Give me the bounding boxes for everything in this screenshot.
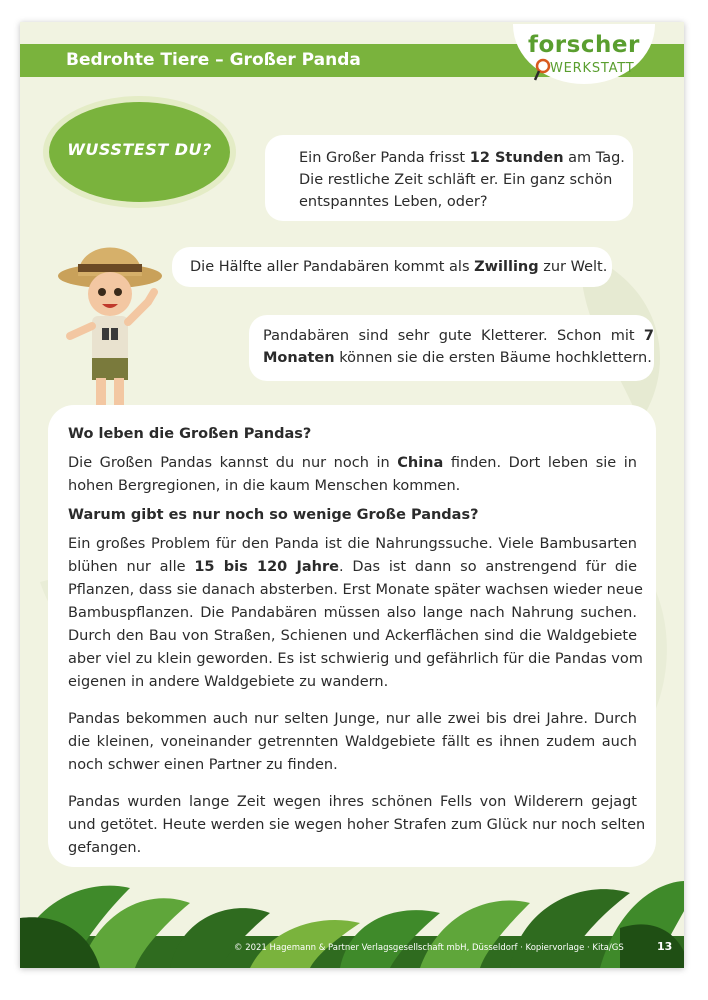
fact2-text-a: Die Hälfte aller Pandabären kommt als [190, 259, 475, 275]
fact-bubble-1 [265, 135, 633, 221]
forscher-werkstatt-logo [522, 32, 652, 82]
fact1-line3: entspanntes Leben, oder? [299, 194, 488, 210]
heading-where-pandas-live: Wo leben die Großen Pandas? [68, 426, 312, 442]
explorer-kid-illustration [48, 218, 168, 418]
highlight-years: 15 bis 120 Jahre [194, 559, 339, 575]
main-text [68, 423, 646, 860]
copyright-footer: © 2021 Hagemann & Partner Verlagsgesellschaft mbH, Düsseldorf · Kopiervorlage · Kita/GS [234, 943, 624, 953]
paragraph1-line2: hohen Bergregionen, in die kaum Menschen kommen. [68, 478, 461, 494]
heading-why-few-pandas: Warum gibt es nur noch so wenige Große Pandas? [68, 507, 479, 523]
fact2-highlight: Zwilling [474, 259, 539, 275]
paragraph2-line6: aber viel zu klein geworden. Es ist schwierig und gefährlich für die Pandas vom [68, 651, 643, 667]
fact-bubble-2 [172, 247, 612, 287]
paragraph2-line2: blühen nur alle 15 bis 120 Jahre. Das ist dann so anstrengend für die [68, 559, 638, 575]
fact2-text-c: zur Welt. [538, 259, 608, 275]
badge-label: WUSSTEST DU? [67, 140, 212, 159]
wusstest-du-badge [49, 102, 230, 202]
fact3-text-a: Pandabären sind sehr gute Kletterer. Schon mit [263, 328, 644, 344]
paragraph4-line2: und getötet. Heute werden sie wegen hoher Strafen zum Glück nur noch selten [68, 817, 646, 833]
fact1-highlight: 12 Stunden [469, 150, 564, 166]
fact3-highlight-months: Monaten [263, 350, 335, 366]
page-number: 13 [657, 940, 673, 953]
paragraph3-line1: Pandas bekommen auch nur selten Junge, nur alle zwei bis drei Jahre. Durch [68, 711, 637, 727]
fact-bubble-3 [249, 315, 654, 381]
main-text-box [48, 405, 656, 867]
paragraph2-line4: Bambuspflanzen. Die Pandabären müssen also lange nach Nahrung suchen. [68, 605, 637, 621]
paragraph2-line5: Durch den Bau von Straßen, Schienen und Ackerflächen sind die Waldgebiete [68, 628, 637, 644]
logo-line1: forscher [528, 32, 640, 58]
page-title: Bedrohte Tiere – Großer Panda [66, 50, 361, 70]
worksheet-page [20, 22, 684, 968]
logo-line2: WERKSTATT [550, 61, 635, 76]
fact3-highlight-number: 7 [643, 328, 654, 344]
paragraph3-line2: die kleinen, voneinander getrennten Waldgebiete fällt es ihnen zudem auch [68, 734, 637, 750]
paragraph3-line3: noch schwer einen Partner zu finden. [68, 757, 338, 773]
paragraph4-line3: gefangen. [68, 840, 142, 856]
highlight-china: China [397, 455, 444, 471]
fact1-text-a: Ein Großer Panda frisst [299, 150, 470, 166]
fact1-line2: Die restliche Zeit schläft er. Ein ganz schön [299, 172, 613, 188]
fact3-text-c: können sie die ersten Bäume hochklettern. [334, 350, 652, 366]
paragraph4-line1: Pandas wurden lange Zeit wegen ihres schönen Fells von Wilderern gejagt [68, 794, 637, 810]
paragraph2-line3: Pflanzen, dass sie danach absterben. Erst Monate später wachsen wieder neue [68, 582, 643, 598]
paragraph2-line7: eigenen in andere Waldgebiete zu wandern. [68, 674, 389, 690]
paragraph1-line1: Die Großen Pandas kannst du nur noch in China finden. Dort leben sie in [68, 455, 637, 471]
fact1-text-c: am Tag. [563, 150, 625, 166]
paragraph2-line1: Ein großes Problem für den Panda ist die Nahrungssuche. Viele Bambusarten [68, 536, 637, 552]
